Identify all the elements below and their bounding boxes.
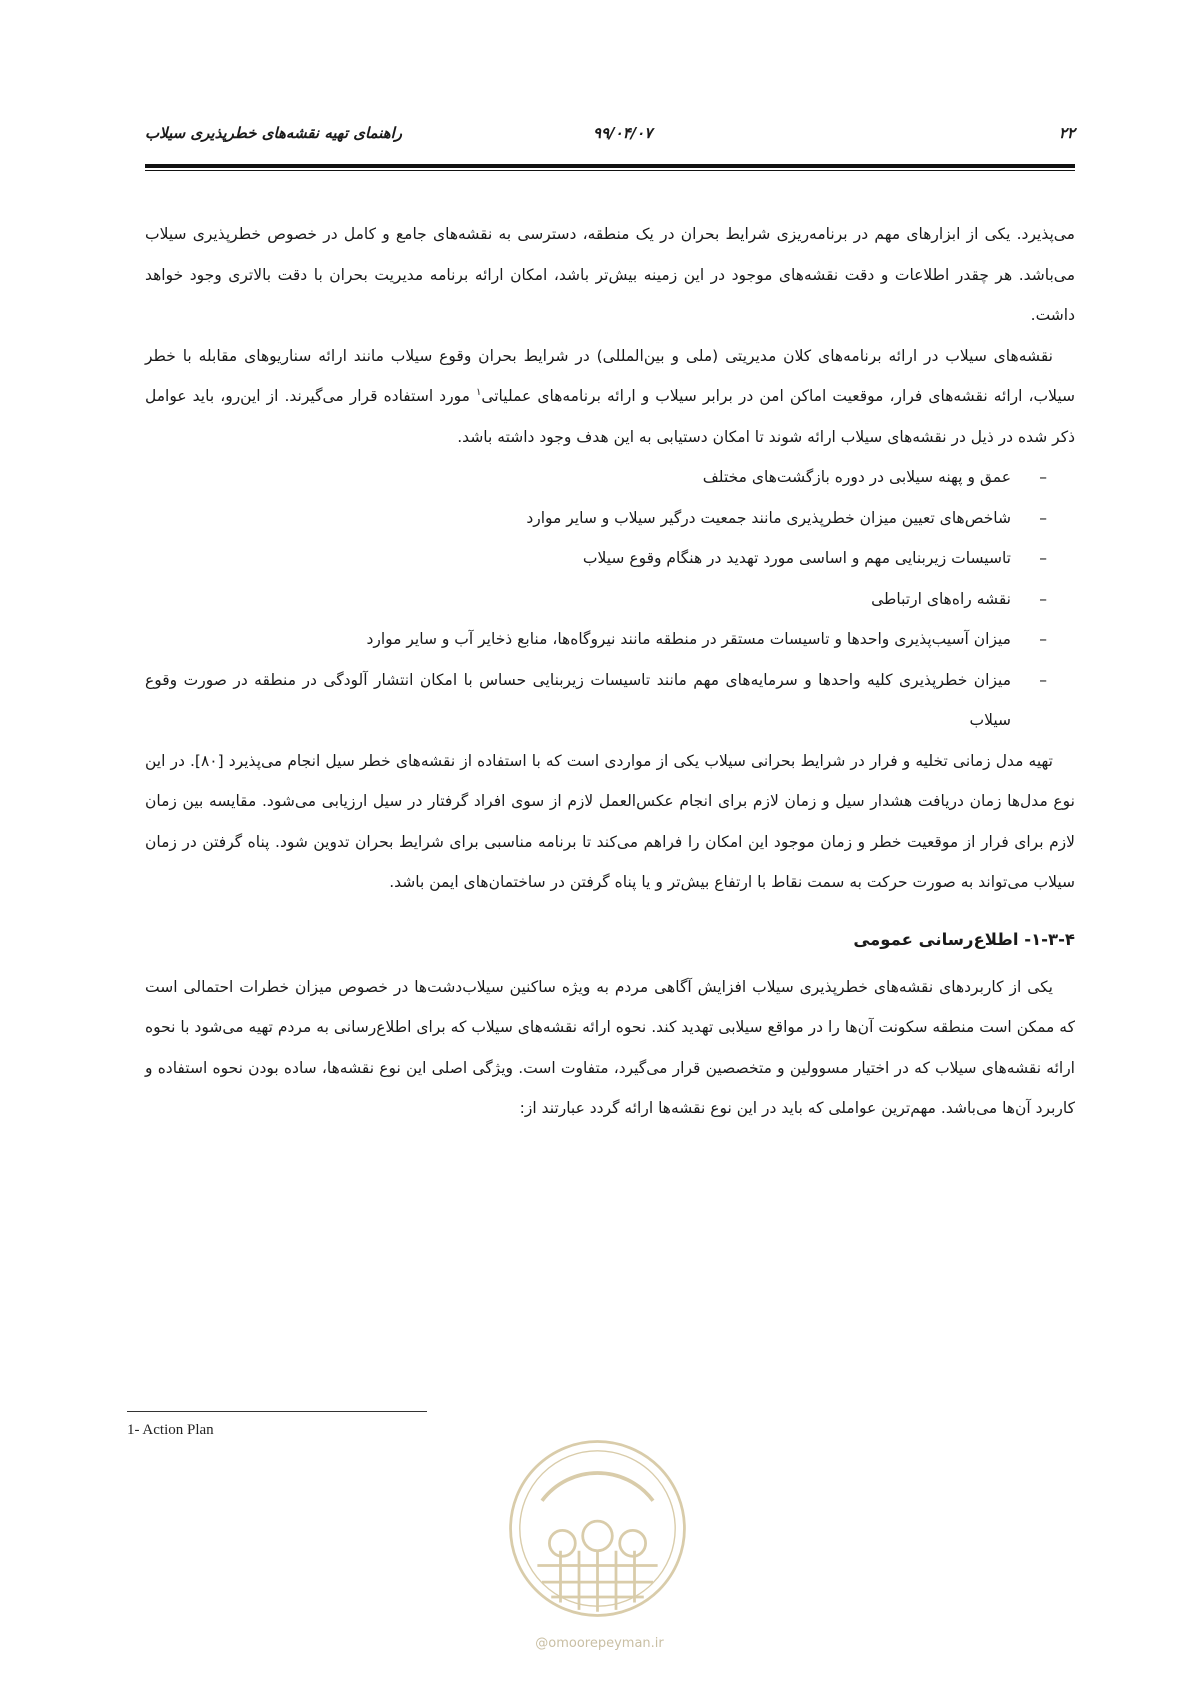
body-text: [145, 214, 1075, 1129]
dash-bullet: –: [1039, 630, 1047, 648]
paragraph-3: تهیه مدل زمانی تخلیه و فرار در شرایط بحرانی سیلاب یکی از مواردی است که با استفاده از نقشه‌های خطر سیل انجام می‌پذیرد [۸۰]. در این نوع مدل‌ها زمان دریافت هشدار سیل و زمان لازم برای انجام عکس‌العمل لازم از سوی افراد گرفتار در سیل ارزیابی می‌شود. مقایسه بین زمان لازم برای فرار از موقعیت خطر و زمان موجود این امکان را فراهم می‌کند تا برنامه مناسبی برای شرایط بحران تدوین شود. پناه گرفتن در زمان سیلاب می‌تواند به صورت حرکت به سمت نقاط با ارتفاع بیش‌تر و یا پناه گرفتن در ساختمان‌های ایمن باشد.: [145, 751, 1075, 891]
paragraph-1: می‌پذیرد. یکی از ابزارهای مهم در برنامه‌ریزی شرایط بحران در یک منطقه، دسترسی به نقشه‌های جامع و کامل در خصوص خطرپذیری سیلاب می‌باشد. هر چقدر اطلاعات و دقت نقشه‌های موجود در این زمینه بیش‌تر باشد، امکان ارائه برنامه مدیریت بحران با دقت بالاتری وجود خواهد داشت.: [145, 225, 1075, 324]
list-item-text: نقشه راه‌های ارتباطی: [871, 589, 1011, 608]
section-heading: ۱-۳-۴- اطلاع‌رسانی عمومی: [853, 929, 1075, 949]
dash-bullet: –: [1039, 468, 1047, 486]
header-rule-thin: [145, 170, 1075, 171]
list-item: [145, 538, 1047, 579]
list-item: [145, 579, 1047, 620]
dash-bullet: –: [1039, 508, 1047, 527]
list-item-text: شاخص‌های تعیین میزان خطرپذیری مانند جمعیت درگیر سیلاب و سایر موارد: [526, 508, 1011, 527]
list-item: [145, 660, 1047, 741]
page-number: ۲۲: [1058, 124, 1075, 142]
factor-list: [145, 457, 1075, 741]
list-item-text: عمق و پهنه سیلابی در دوره بازگشت‌های مختلف: [702, 468, 1011, 486]
footnote-marker[interactable]: ۱: [475, 386, 482, 398]
list-item: [145, 457, 1047, 498]
header-date: ۹۹/۰۴/۰۷: [593, 124, 653, 142]
watermark-site: @omoorepeyman.ir: [535, 1636, 664, 1651]
dash-bullet: –: [1039, 549, 1047, 567]
header-rule-thick: [145, 164, 1075, 168]
list-item: [145, 498, 1047, 539]
paragraph-2-part-b: مورد استفاده قرار می‌گیرند. از این‌رو، باید عوامل ذکر شده در ذیل در نقشه‌های سیلاب ارائه شوند تا امکان دستیابی به این هدف وجود داشته باشد.: [145, 387, 1075, 446]
list-item-text: تاسیسات زیربنایی مهم و اساسی مورد تهدید در هنگام وقوع سیلاب: [582, 549, 1011, 567]
paragraph-4: یکی از کاربردهای نقشه‌های خطرپذیری سیلاب افزایش آگاهی مردم به ویژه ساکنین سیلاب‌دشت‌ها در خصوص میزان خطرات احتمالی است که ممکن است منطقه سکونت آن‌ها را در مواقع سیلابی تهدید کند. نحوه ارائه نقشه‌های سیلاب که برای اطلاع‌رسانی به مردم تهیه می‌شود با نحوه ارائه نقشه‌های سیلاب که در اختیار مسوولین و متخصصین قرار می‌گیرد، متفاوت است. ویژگی اصلی این نوع نقشه‌ها، ساده بودن نحوه استفاده و کاربرد آن‌ها می‌باشد. مهم‌ترین عواملی که باید در این نوع نقشه‌ها ارائه گردد عبارتند از:: [145, 977, 1075, 1117]
list-item-text: میزان خطرپذیری کلیه واحدها و سرمایه‌های مهم مانند تاسیسات زیربنایی حساس با امکان انتشار آلودگی در منطقه در صورت وقوع سیلاب: [145, 670, 1011, 729]
dash-bullet: –: [1039, 670, 1047, 689]
page-header: [145, 120, 1075, 148]
paragraph-2: [145, 336, 1075, 458]
footnote: 1- Action Plan: [127, 1422, 214, 1438]
dash-bullet: –: [1039, 589, 1047, 608]
list-item: [145, 619, 1047, 660]
watermark-seal-icon: [505, 1436, 690, 1621]
footnote-rule: [127, 1411, 427, 1412]
paragraph-2-part-a: نقشه‌های سیلاب در ارائه برنامه‌های کلان مدیریتی (ملی و بین‌المللی) در شرایط بحران وقوع سیلاب مانند ارائه سناریوهای مقابله با خطر سیلاب، ارائه نقشه‌های فرار، موقعیت اماکن امن در برابر سیلاب و ارائه برنامه‌های عملیاتی: [145, 346, 1076, 405]
document-title: راهنمای تهیه نقشه‌های خطرپذیری سیلاب: [145, 124, 403, 142]
list-item-text: میزان آسیب‌پذیری واحدها و تاسیسات مستقر در منطقه مانند نیروگاه‌ها، منابع ذخایر آب و سایر موارد: [366, 630, 1011, 648]
